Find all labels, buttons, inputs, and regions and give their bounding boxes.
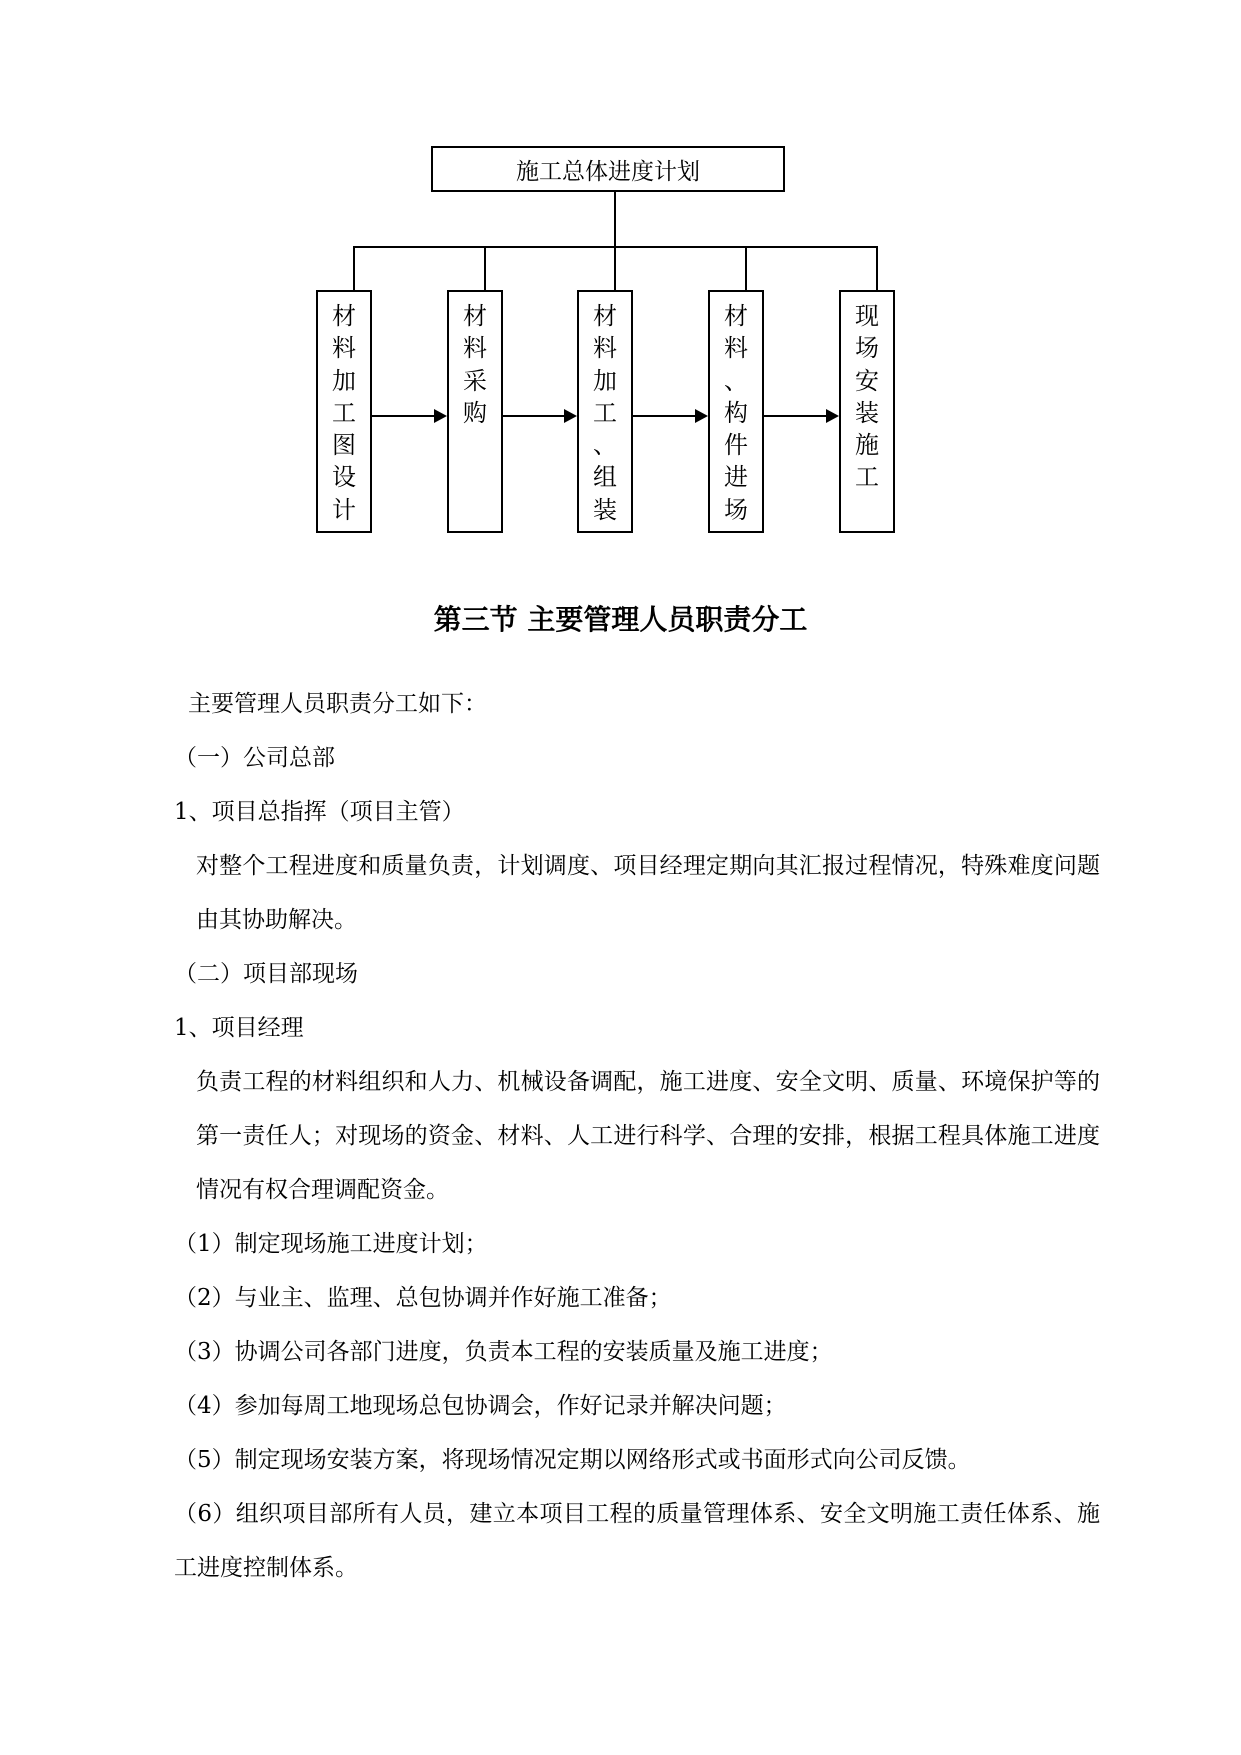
root-label: 施工总体进度计划 bbox=[516, 158, 700, 185]
duty-item-2: （2）与业主、监理、总包协调并作好施工准备； bbox=[174, 1285, 672, 1311]
commander-duty: 对整个工程进度和质量负责，计划调度、项目经理定期向其汇报过程情况，特殊难度问题由其协助解决。 bbox=[196, 853, 1100, 933]
heading-site: （二）项目部现场 bbox=[174, 961, 358, 987]
heading-hq: （一）公司总部 bbox=[174, 745, 335, 771]
manager-duty: 负责工程的材料组织和人力、机械设备调配，施工进度、安全文明、质量、环境保护等的第一责任人；对现场的资金、材料、人工进行科学、合理的安排，根据工程具体施工进度情况有权合理调配资金。 bbox=[196, 1069, 1100, 1203]
connector-drop-5 bbox=[876, 246, 878, 290]
connector-drop-2 bbox=[484, 246, 486, 290]
duty-item-1: （1）制定现场施工进度计划； bbox=[174, 1231, 488, 1257]
step-label-2: 材 料 采 购 bbox=[463, 302, 487, 427]
connector-trunk bbox=[614, 192, 616, 247]
step-box-2 bbox=[447, 290, 503, 533]
step-box-4 bbox=[708, 290, 764, 533]
intro-line: 主要管理人员职责分工如下： bbox=[188, 691, 487, 717]
heading-commander: 1、项目总指挥（项目主管） bbox=[174, 799, 465, 825]
root-box bbox=[431, 146, 785, 192]
step-label-3: 材 料 加 工 、 组 装 bbox=[593, 302, 617, 524]
step-label-1: 材 料 加 工 图 设 计 bbox=[332, 302, 356, 524]
step-box-3 bbox=[577, 290, 633, 533]
step-label-5: 现 场 安 装 施 工 bbox=[855, 302, 879, 492]
duty-item-6: （6）组织项目部所有人员，建立本项目工程的质量管理体系、安全文明施工责任体系、施工进度控制体系。 bbox=[174, 1501, 1100, 1581]
duty-item-4: （4）参加每周工地现场总包协调会，作好记录并解决问题； bbox=[174, 1393, 787, 1419]
duty-item-3: （3）协调公司各部门进度，负责本工程的安装质量及施工进度； bbox=[174, 1339, 833, 1365]
connector-drop-1 bbox=[353, 246, 355, 290]
heading-manager: 1、项目经理 bbox=[174, 1015, 304, 1041]
step-box-1 bbox=[316, 290, 372, 533]
arrow-1 bbox=[372, 415, 445, 417]
connector-drop-3 bbox=[614, 246, 616, 290]
arrow-2 bbox=[503, 415, 575, 417]
duty-item-5: （5）制定现场安装方案，将现场情况定期以网络形式或书面形式向公司反馈。 bbox=[174, 1447, 971, 1473]
step-label-4: 材 料 、 构 件 进 场 bbox=[724, 302, 748, 524]
step-box-5 bbox=[839, 290, 895, 533]
connector-drop-4 bbox=[745, 246, 747, 290]
body-text bbox=[150, 677, 1100, 1595]
section-title: 第三节 主要管理人员职责分工 bbox=[433, 603, 808, 636]
arrow-4 bbox=[764, 415, 837, 417]
arrow-3 bbox=[633, 415, 706, 417]
